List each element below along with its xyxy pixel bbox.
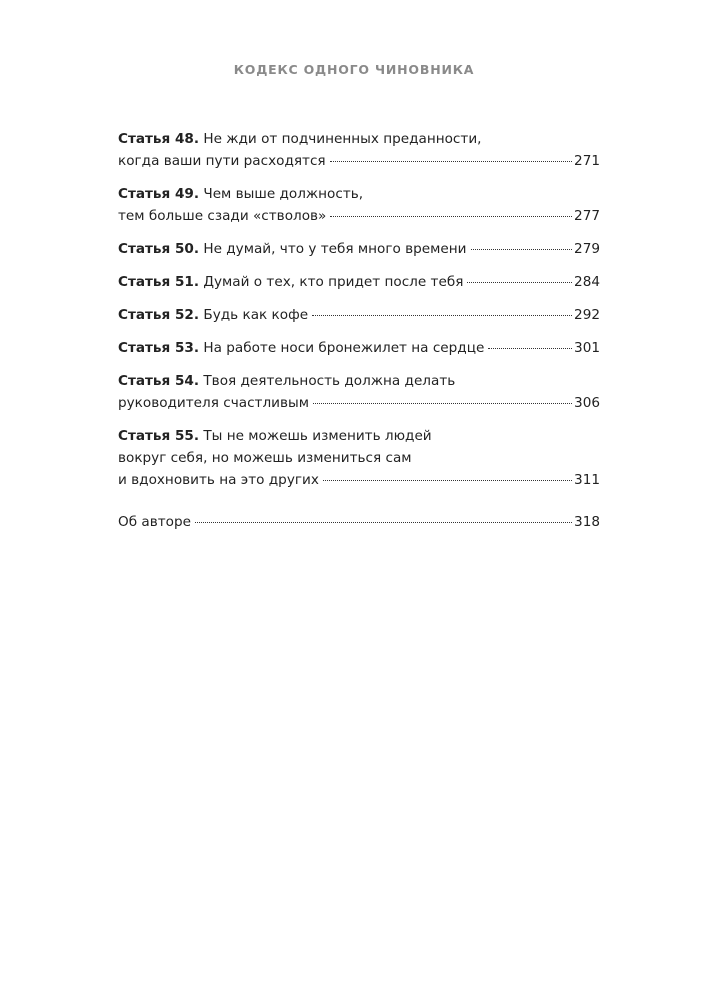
article-number: Статья 48.: [118, 131, 200, 147]
entry-title-line: и вдохновить на это других: [118, 472, 319, 488]
entry-title-line: когда ваши пути расходятся: [118, 153, 326, 169]
article-number: Статья 49.: [118, 186, 200, 202]
toc-entry-last-line: [118, 392, 600, 414]
toc-entry-last-line: [118, 304, 600, 326]
page-number: 306: [574, 395, 600, 411]
toc-entry-first-line: [118, 370, 600, 392]
dot-leader: [313, 403, 572, 404]
page-number: 284: [574, 274, 600, 290]
toc-entry-52[interactable]: [118, 304, 600, 326]
article-number: Статья 55.: [118, 428, 200, 444]
entry-title-line: тем больше сзади «стволов»: [118, 208, 327, 224]
article-number: Статья 54.: [118, 373, 200, 389]
toc-entry-last-line: [118, 469, 600, 491]
dot-leader: [467, 282, 572, 283]
toc-entry-last-line: [118, 205, 600, 227]
dot-leader: [471, 249, 573, 250]
page-number: 271: [574, 153, 600, 169]
toc-entry-middle-line: вокруг себя, но можешь измениться сам: [118, 450, 412, 466]
entry-title-line: Не жди от подчиненных преданности,: [203, 131, 482, 147]
table-of-contents: [118, 128, 600, 544]
toc-entry-first-line: [118, 128, 600, 150]
dot-leader: [330, 161, 572, 162]
toc-entry-50[interactable]: [118, 238, 600, 260]
entry-title-line: Твоя деятельность должна делать: [203, 373, 456, 389]
toc-entry-49[interactable]: [118, 183, 600, 227]
toc-entry-last-line: [118, 511, 600, 533]
toc-entry-48[interactable]: [118, 128, 600, 172]
toc-entry-53[interactable]: [118, 337, 600, 359]
entry-title-line: Думай о тех, кто придет после тебя: [203, 274, 464, 290]
dot-leader: [488, 348, 572, 349]
toc-entry-about-author[interactable]: [118, 511, 600, 533]
page-number: 311: [574, 472, 600, 488]
entry-title-line: Об авторе: [118, 514, 191, 530]
entry-title-line: На работе носи бронежилет на сердце: [203, 340, 485, 356]
page-number: 318: [574, 514, 600, 530]
page-number: 292: [574, 307, 600, 323]
page-number: 301: [574, 340, 600, 356]
entry-title-line: Чем выше должность,: [203, 186, 364, 202]
dot-leader: [312, 315, 572, 316]
entry-title-line: Будь как кофе: [203, 307, 309, 323]
dot-leader: [323, 480, 572, 481]
page-number: 277: [574, 208, 600, 224]
dot-leader: [330, 216, 572, 217]
dot-leader: [195, 522, 572, 523]
article-number: Статья 52.: [118, 307, 200, 323]
entry-title-line: Не думай, что у тебя много времени: [203, 241, 467, 257]
toc-entry-last-line: [118, 337, 600, 359]
entry-title-line: руководителя счастливым: [118, 395, 309, 411]
toc-entry-55[interactable]: [118, 425, 600, 491]
article-number: Статья 51.: [118, 274, 200, 290]
toc-entry-last-line: [118, 150, 600, 172]
toc-entry-last-line: [118, 271, 600, 293]
toc-entry-first-line: [118, 183, 600, 205]
toc-entry-first-line: [118, 425, 600, 447]
toc-entry-54[interactable]: [118, 370, 600, 414]
article-number: Статья 50.: [118, 241, 200, 257]
entry-title-line: Ты не можешь изменить людей: [203, 428, 432, 444]
toc-entry-last-line: [118, 238, 600, 260]
toc-entry-51[interactable]: [118, 271, 600, 293]
page-number: 279: [574, 241, 600, 257]
running-header: КОДЕКС ОДНОГО ЧИНОВНИКА: [233, 62, 475, 77]
article-number: Статья 53.: [118, 340, 200, 356]
